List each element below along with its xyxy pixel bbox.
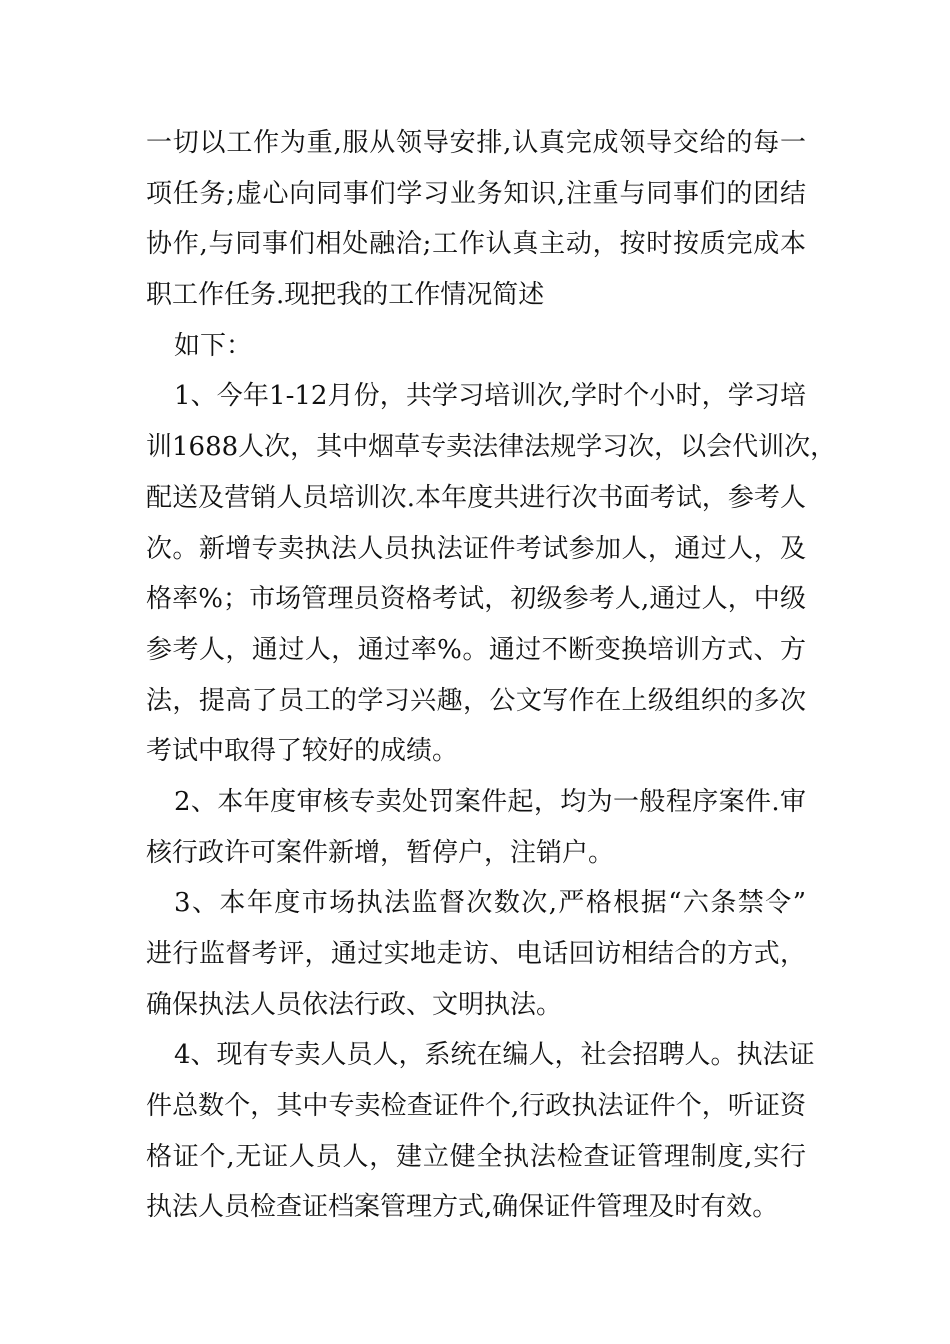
text-line: 进行监督考评，通过实地走访、电话回访相结合的方式， [146, 939, 806, 969]
text-line: 训1688人次，其中烟草专卖法律法规学习次，以会代训次， [146, 432, 837, 463]
text-line: 职工作任务.现把我的工作情况简述 [146, 280, 545, 311]
text-line: 法，提高了员工的学习兴趣，公文写作在上级组织的多次 [146, 685, 806, 716]
text-line: 协作,与同事们相处融洽;工作认真主动，按时按质完成本 [146, 229, 806, 260]
text-line: 配送及营销人员培训次.本年度共进行次书面考试，参考人 [146, 482, 806, 513]
text-line: 3、本年度市场执法监督次数次,严格根据“六条禁令” [174, 888, 806, 919]
text-line: 参考人，通过人，通过率%。通过不断变换培训方式、方 [146, 634, 806, 665]
text-line: 考试中取得了较好的成绩。 [146, 736, 459, 767]
text-line: 格证个,无证人员人，建立健全执法检查证管理制度,实行 [146, 1141, 806, 1172]
text-line: 4、现有专卖人员人，系统在编人，社会招聘人。执法证 [174, 1040, 815, 1071]
paragraph-item-3 [146, 878, 806, 1030]
text-line: 核行政许可案件新增，暂停户，注销户。 [146, 837, 615, 868]
text-line: 2、本年度审核专卖处罚案件起，均为一般程序案件.审 [174, 786, 806, 817]
text-line: 件总数个，其中专卖检查证件个,行政执法证件个，听证资 [146, 1091, 806, 1122]
text-line: 如下： [174, 330, 253, 361]
paragraph-item-1 [146, 371, 837, 777]
paragraph-as-follows [146, 321, 806, 372]
text-line: 项任务;虚心向同事们学习业务知识,注重与同事们的团结 [146, 178, 806, 209]
text-line: 执法人员检查证档案管理方式,确保证件管理及时有效。 [146, 1192, 779, 1223]
document-body [146, 118, 837, 1233]
paragraph-item-4 [146, 1030, 815, 1233]
text-line: 一切以工作为重,服从领导安排,认真完成领导交给的每一 [146, 128, 806, 158]
text-line: 次。新增专卖执法人员执法证件考试参加人，通过人，及 [146, 533, 806, 564]
text-line: 格率%；市场管理员资格考试，初级参考人,通过人，中级 [146, 584, 806, 615]
paragraph-intro [146, 118, 806, 321]
text-line: 1、今年1-12月份，共学习培训次,学时个小时，学习培 [174, 381, 806, 412]
text-line: 确保执法人员依法行政、文明执法。 [146, 989, 563, 1020]
paragraph-item-2 [146, 777, 806, 878]
